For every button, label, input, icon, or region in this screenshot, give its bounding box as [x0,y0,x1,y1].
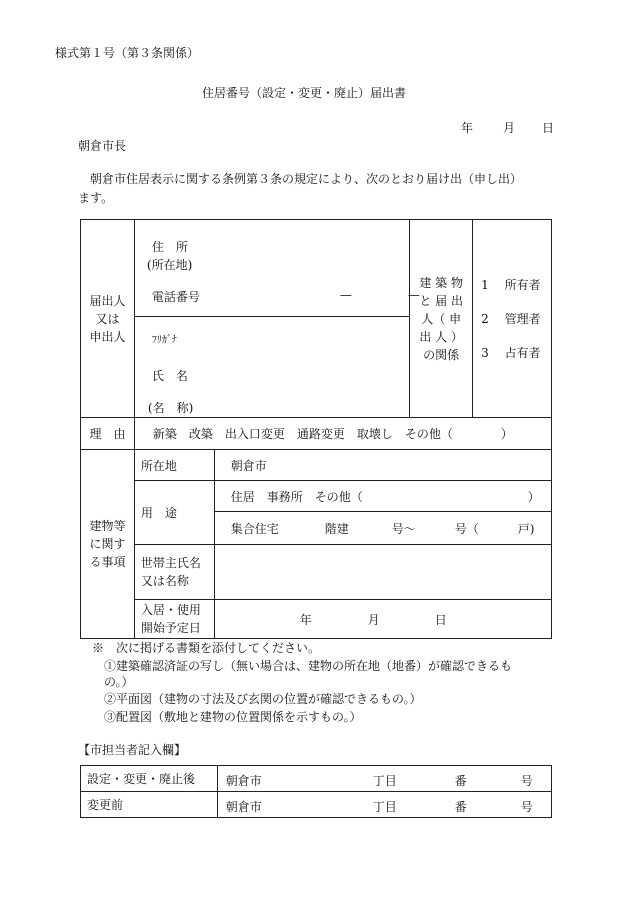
staff-before-ban: 番 [454,799,467,814]
use-line-2-cell[interactable] [214,512,551,545]
householder-label: 世帯主氏名 又は名称 [134,545,214,600]
phone-label: 電話番号 [151,290,200,304]
applicant-name-cell[interactable] [134,317,409,418]
staff-before-chome: 丁目 [372,799,397,814]
staff-after-city: 朝倉市 [225,773,262,788]
use-options-close: ） [527,490,540,504]
use-options-text: 住居 事務所 その他（ [230,490,363,504]
applicant-address-cell[interactable] [134,220,420,317]
date-year-label: 年 [461,121,474,135]
intro-line-2: ます。 [78,191,114,205]
phone-dash-2: — [407,288,420,302]
staff-row-after-value[interactable] [217,766,551,792]
phone-dash-1: — [339,288,352,302]
relation-options[interactable] [473,220,552,418]
relation-label: 建 築 物 と 届 出 人（ 申 出 人 ） の関係 [410,220,473,418]
move-in-day-label: 日 [434,613,447,627]
note-item-2: ②平面図（建物の寸法及び玄関の位置が確認できるもの。） [104,692,422,706]
note-item-1-line-2: の。） [104,675,134,689]
reason-options[interactable]: 新築 改築 出入口変更 通路変更 取壊し その他（ ） [134,418,551,450]
form-title: 住居番号（設定・変更・廃止）届出書 [202,86,407,100]
floors-label: 階建 [324,522,349,536]
move-in-month-label: 月 [367,613,380,627]
furigana-label: ﾌﾘｶﾞﾅ [151,335,177,346]
note-item-1-line-1: ①建築確認済証の写し（無い場合は、建物の所在地（地番）が確認できるも [104,659,513,673]
staff-after-chome: 丁目 [372,773,397,788]
location-label: 所在地 [134,450,214,481]
staff-before-city: 朝倉市 [225,799,262,814]
notes-heading: ※ 次に掲げる書類を添付してください。 [92,641,321,655]
unit-to-label: 号（ [454,522,479,536]
staff-after-ban: 番 [454,773,467,788]
building-section-label: 建物等 に関す る事項 [81,450,135,639]
householder-value-cell[interactable] [214,545,551,600]
relation-option-manager[interactable]: 2 管理者 [481,311,541,326]
move-in-label: 入居・使用 開始予定日 [134,600,214,639]
unit-from-label: 号～ [391,522,416,536]
addressee: 朝倉市長 [78,139,127,153]
note-item-3: ③配置図（敷地と建物の位置関係を示すもの。） [104,710,362,724]
name-label: 氏 名 [151,369,188,383]
use-label: 用 途 [134,481,214,545]
reason-label: 理 由 [81,418,135,450]
relation-option-owner[interactable]: 1 所有者 [481,277,541,292]
staff-row-before-label: 変更前 [81,792,218,818]
move-in-year-label: 年 [299,613,312,627]
address-label: 住 所 [151,240,188,254]
applicant-section-label: 届出人 又は 申出人 [81,220,135,418]
move-in-date-cell[interactable] [214,600,551,639]
date-month-label: 月 [503,121,516,135]
location-value-cell[interactable]: 朝倉市 [214,450,551,481]
address-sub-label: (所在地) [146,258,193,272]
name-sub-label: (名 称) [147,401,194,415]
staff-after-go: 号 [520,773,533,788]
units-count-label: 戸) [517,522,535,536]
staff-row-before-value[interactable] [217,792,551,818]
staff-row-after-label: 設定・変更・廃止後 [81,766,218,792]
staff-section-heading: 【市担当者記入欄】 [78,743,187,757]
application-form-table [80,219,552,639]
intro-line-1: 朝倉市住居表示に関する条例第３条の規定により、次のとおり届け出（申し出） [90,172,523,186]
use-line-1-cell[interactable] [214,481,551,512]
staff-before-go: 号 [520,799,533,814]
apartment-label: 集合住宅 [230,522,279,536]
date-day-label: 日 [542,121,555,135]
relation-option-occupant[interactable]: 3 占有者 [481,345,541,360]
form-number: 様式第１号（第３条関係） [55,46,200,60]
staff-entry-table [80,765,552,818]
